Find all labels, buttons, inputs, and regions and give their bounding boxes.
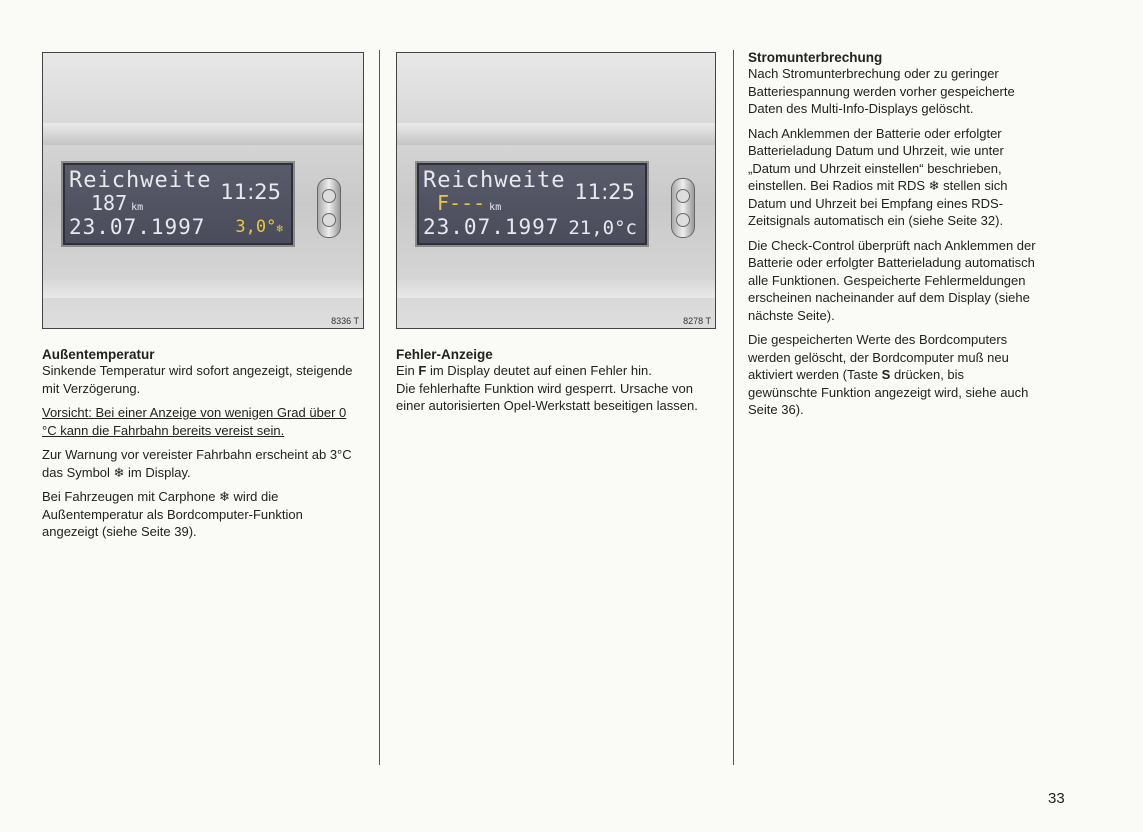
paragraph: Ein F im Display deutet auf einen Fehler hin. bbox=[396, 363, 652, 378]
paragraph: Bei Fahrzeugen mit Carphone ❄ wird die Außentemperatur als Bordcomputer-Funktion angezeigt (siehe Seite 39). bbox=[42, 489, 303, 539]
lcd-temperature: 3,0°❄ bbox=[235, 217, 283, 237]
lcd-display bbox=[417, 163, 647, 245]
paragraph: Sinkende Temperatur wird sofort angezeigt, steigende mit Verzögerung. bbox=[42, 363, 353, 396]
lcd-range: 187 km bbox=[91, 191, 144, 215]
section-aussentemperatur bbox=[42, 347, 362, 548]
paragraph: Nach Stromunterbrechung oder zu geringer Batteriespannung werden vorher gespeicherte Daten des Multi-Info-Displays gelöscht. bbox=[748, 66, 1015, 116]
paragraph: Zur Warnung vor vereister Fahrbahn erscheint ab 3°C das Symbol ❄ im Display. bbox=[42, 447, 352, 480]
paragraph: Nach Anklemmen der Batterie oder erfolgter Batterieladung Datum und Uhrzeit, wie unter „Datum und Uhrzeit einstellen“ beschrieben, einstellen. Bei Radios mit RDS ❄ stellen sich Datum und Uhrzeit bei Empfang eines RDS-Zeitsignals automatisch ein (siehe Seite 32). bbox=[748, 125, 1008, 228]
section-heading: Stromunterbrechung bbox=[748, 50, 883, 65]
column-divider-right bbox=[733, 50, 734, 765]
paragraph: Die fehlerhafte Funktion wird gesperrt. Ursache von einer autorisierten Opel-Werkstatt beseitigen lassen. bbox=[396, 380, 698, 413]
page-number: 33 bbox=[1048, 790, 1065, 807]
lcd-clock: 11:25 bbox=[220, 180, 281, 204]
warning-paragraph: Vorsicht: Bei einer Anzeige von wenigen Grad über 0 °C kann die Fahrbahn bereits vereist sein. bbox=[42, 405, 347, 438]
lcd-line1: Reichweite bbox=[423, 168, 566, 193]
display-buttons bbox=[671, 178, 695, 238]
lcd-range: F--- km bbox=[437, 191, 502, 215]
figure-code: 8336 T bbox=[331, 316, 359, 326]
figure-display-temperature bbox=[42, 52, 364, 329]
lcd-display bbox=[63, 163, 293, 245]
column-divider-left bbox=[379, 50, 380, 765]
section-stromunterbrechung bbox=[748, 50, 1036, 426]
section-fehler-anzeige bbox=[396, 347, 714, 422]
lcd-date: 23.07.1997 bbox=[423, 215, 560, 239]
paragraph: Die Check-Control überprüft nach Anklemmen der Batterie oder erfolgter Batterieladung automatisch alle Funktionen. Gespeicherte Fehlermeldungen erscheinen nacheinander auf dem Display (siehe nächste Seite). bbox=[748, 237, 1036, 323]
snowflake-icon: ❄ bbox=[276, 222, 283, 235]
section-heading: Außentemperatur bbox=[42, 347, 155, 362]
display-buttons bbox=[317, 178, 341, 238]
figure-code: 8278 T bbox=[683, 316, 711, 326]
figure-display-error bbox=[396, 52, 716, 329]
lcd-clock: 11:25 bbox=[574, 180, 635, 204]
lcd-line1: Reichweite bbox=[69, 168, 212, 193]
paragraph: Die gespeicherten Werte des Bordcomputers werden gelöscht, der Bordcomputer muß neu aktiviert werden (Taste S drücken, bis gewünschte Funktion angezeigt wird, siehe auch Seite 36). bbox=[748, 332, 1029, 417]
section-heading: Fehler-Anzeige bbox=[396, 347, 493, 362]
lcd-date: 23.07.1997 bbox=[69, 215, 206, 239]
lcd-temperature: 21,0°c bbox=[568, 217, 637, 239]
